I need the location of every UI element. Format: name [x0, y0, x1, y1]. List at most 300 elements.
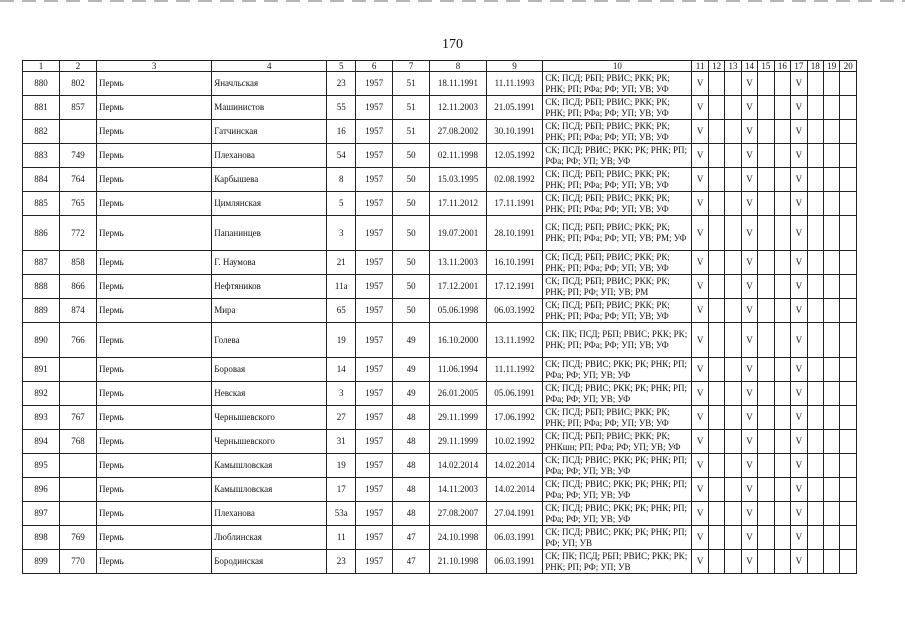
check-mark-cell: [824, 406, 840, 430]
column-header: 12: [708, 61, 724, 72]
date-cell: 13.11.2003: [430, 251, 487, 275]
work-types-cell: СК; ПСД; РВИС; РКК; РК; РНК; РП; РФа; РФ; УП; УВ; УФ: [543, 144, 692, 168]
check-mark-cell: [708, 275, 724, 299]
check-mark-cell: [725, 502, 741, 526]
check-mark-cell: [807, 168, 823, 192]
table-row: [23, 168, 857, 192]
column-header: 18: [807, 61, 823, 72]
check-mark-cell: V: [741, 216, 757, 251]
check-mark-cell: [824, 502, 840, 526]
registry-id-cell: [60, 454, 97, 478]
check-mark-cell: [824, 251, 840, 275]
column-header: 13: [725, 61, 741, 72]
year-cell: 1957: [356, 216, 393, 251]
check-mark-cell: [725, 550, 741, 574]
check-mark-cell: [758, 72, 774, 96]
table-row: [23, 358, 857, 382]
date-cell: 17.11.2012: [430, 192, 487, 216]
check-mark-cell: [807, 526, 823, 550]
work-types-cell: СК; ПСД; РВИС; РКК; РК; РНК; РП; РФа; РФ; УП; УВ; УФ: [543, 454, 692, 478]
year-cell: 1957: [356, 120, 393, 144]
house-number-cell: 19: [327, 323, 356, 358]
value-cell: 50: [393, 168, 430, 192]
city-cell: Пермь: [97, 526, 212, 550]
date-cell: 18.11.1991: [430, 72, 487, 96]
check-mark-cell: [824, 275, 840, 299]
check-mark-cell: V: [741, 72, 757, 96]
check-mark-cell: V: [692, 192, 708, 216]
column-header: 5: [327, 61, 356, 72]
year-cell: 1957: [356, 478, 393, 502]
check-mark-cell: [758, 454, 774, 478]
check-mark-cell: [824, 144, 840, 168]
city-cell: Пермь: [97, 216, 212, 251]
year-cell: 1957: [356, 550, 393, 574]
check-mark-cell: [840, 430, 857, 454]
check-mark-cell: [725, 251, 741, 275]
date-cell: 11.06.1994: [430, 358, 487, 382]
check-mark-cell: [840, 251, 857, 275]
check-mark-cell: [774, 406, 790, 430]
house-number-cell: 54: [327, 144, 356, 168]
date-cell: 02.08.1992: [486, 168, 543, 192]
check-mark-cell: [807, 358, 823, 382]
row-number-cell: 891: [23, 358, 60, 382]
check-mark-cell: [708, 382, 724, 406]
row-number-cell: 883: [23, 144, 60, 168]
city-cell: Пермь: [97, 550, 212, 574]
date-cell: 05.06.1998: [430, 299, 487, 323]
check-mark-cell: [708, 430, 724, 454]
check-mark-cell: V: [692, 526, 708, 550]
check-mark-cell: V: [791, 216, 807, 251]
row-number-cell: 880: [23, 72, 60, 96]
check-mark-cell: V: [791, 358, 807, 382]
year-cell: 1957: [356, 382, 393, 406]
registry-id-cell: [60, 502, 97, 526]
date-cell: 14.02.2014: [486, 454, 543, 478]
check-mark-cell: V: [741, 192, 757, 216]
check-mark-cell: V: [741, 144, 757, 168]
city-cell: Пермь: [97, 406, 212, 430]
check-mark-cell: [708, 299, 724, 323]
check-mark-cell: V: [741, 168, 757, 192]
check-mark-cell: V: [791, 251, 807, 275]
street-cell: Боровая: [212, 358, 327, 382]
date-cell: 02.11.1998: [430, 144, 487, 168]
value-cell: 48: [393, 430, 430, 454]
value-cell: 50: [393, 144, 430, 168]
check-mark-cell: [725, 299, 741, 323]
check-mark-cell: [840, 192, 857, 216]
check-mark-cell: [840, 382, 857, 406]
row-number-cell: 890: [23, 323, 60, 358]
date-cell: 30.10.1991: [486, 120, 543, 144]
check-mark-cell: V: [741, 526, 757, 550]
work-types-cell: СК; ПСД; РБП; РВИС; РКК; РК; РНК; РП; РФа; РФ; УП; УВ; УФ: [543, 120, 692, 144]
check-mark-cell: [840, 454, 857, 478]
row-number-cell: 885: [23, 192, 60, 216]
check-mark-cell: V: [692, 550, 708, 574]
table-row: [23, 382, 857, 406]
city-cell: Пермь: [97, 323, 212, 358]
column-header: 3: [97, 61, 212, 72]
value-cell: 48: [393, 502, 430, 526]
date-cell: 05.06.1991: [486, 382, 543, 406]
check-mark-cell: [824, 192, 840, 216]
registry-id-cell: 767: [60, 406, 97, 430]
date-cell: 24.10.1998: [430, 526, 487, 550]
check-mark-cell: [725, 382, 741, 406]
check-mark-cell: [725, 120, 741, 144]
work-types-cell: СК; ПСД; РБП; РВИС; РКК; РК; РНКшн; РП; РФа; РФ; УП; УВ; УФ: [543, 430, 692, 454]
row-number-cell: 881: [23, 96, 60, 120]
check-mark-cell: [758, 96, 774, 120]
check-mark-cell: [840, 72, 857, 96]
check-mark-cell: [840, 144, 857, 168]
check-mark-cell: [807, 120, 823, 144]
check-mark-cell: [708, 168, 724, 192]
date-cell: 29.11.1999: [430, 430, 487, 454]
check-mark-cell: [758, 358, 774, 382]
column-header: 14: [741, 61, 757, 72]
value-cell: 47: [393, 550, 430, 574]
check-mark-cell: [758, 526, 774, 550]
check-mark-cell: [725, 406, 741, 430]
check-mark-cell: [708, 144, 724, 168]
row-number-cell: 887: [23, 251, 60, 275]
street-cell: Чернышевского: [212, 430, 327, 454]
check-mark-cell: V: [791, 120, 807, 144]
registry-id-cell: 874: [60, 299, 97, 323]
check-mark-cell: V: [741, 382, 757, 406]
registry-id-cell: 769: [60, 526, 97, 550]
check-mark-cell: V: [692, 323, 708, 358]
check-mark-cell: [824, 382, 840, 406]
street-cell: Цимлянская: [212, 192, 327, 216]
year-cell: 1957: [356, 275, 393, 299]
check-mark-cell: [840, 275, 857, 299]
check-mark-cell: [708, 550, 724, 574]
check-mark-cell: [758, 406, 774, 430]
city-cell: Пермь: [97, 72, 212, 96]
check-mark-cell: [725, 192, 741, 216]
check-mark-cell: V: [791, 299, 807, 323]
check-mark-cell: [840, 323, 857, 358]
check-mark-cell: [824, 120, 840, 144]
city-cell: Пермь: [97, 275, 212, 299]
work-types-cell: СК; ПСД; РВИС; РКК; РК; РНК; РП; РФа; РФ; УП; УВ; УФ: [543, 358, 692, 382]
value-cell: 49: [393, 382, 430, 406]
check-mark-cell: [708, 251, 724, 275]
check-mark-cell: [807, 72, 823, 96]
check-mark-cell: [725, 454, 741, 478]
date-cell: 13.11.1992: [486, 323, 543, 358]
check-mark-cell: [840, 216, 857, 251]
street-cell: Плеханова: [212, 502, 327, 526]
value-cell: 49: [393, 323, 430, 358]
check-mark-cell: [708, 358, 724, 382]
check-mark-cell: V: [791, 526, 807, 550]
street-cell: Люблинская: [212, 526, 327, 550]
check-mark-cell: V: [692, 406, 708, 430]
row-number-cell: 886: [23, 216, 60, 251]
table-row: [23, 406, 857, 430]
check-mark-cell: [708, 72, 724, 96]
check-mark-cell: [824, 323, 840, 358]
check-mark-cell: [807, 478, 823, 502]
check-mark-cell: V: [692, 120, 708, 144]
date-cell: 28.10.1991: [486, 216, 543, 251]
table-row: [23, 275, 857, 299]
date-cell: 16.10.1991: [486, 251, 543, 275]
registry-id-cell: [60, 382, 97, 406]
date-cell: 06.03.1991: [486, 526, 543, 550]
check-mark-cell: [708, 216, 724, 251]
column-header: 15: [758, 61, 774, 72]
table-row: [23, 251, 857, 275]
work-types-cell: СК; ПСД; РВИС; РКК; РК; РНК; РП; РФа; РФ; УП; УВ; УФ: [543, 478, 692, 502]
registry-id-cell: 858: [60, 251, 97, 275]
city-cell: Пермь: [97, 502, 212, 526]
check-mark-cell: [758, 144, 774, 168]
check-mark-cell: V: [791, 323, 807, 358]
street-cell: Невская: [212, 382, 327, 406]
row-number-cell: 899: [23, 550, 60, 574]
table-row: [23, 526, 857, 550]
date-cell: 11.11.1992: [486, 358, 543, 382]
street-cell: Яначльская: [212, 72, 327, 96]
table-row: [23, 72, 857, 96]
column-header: 2: [60, 61, 97, 72]
column-header: 19: [824, 61, 840, 72]
street-cell: Нефтяников: [212, 275, 327, 299]
value-cell: 48: [393, 478, 430, 502]
check-mark-cell: [840, 168, 857, 192]
check-mark-cell: [807, 454, 823, 478]
street-cell: Голева: [212, 323, 327, 358]
row-number-cell: 895: [23, 454, 60, 478]
date-cell: 17.06.1992: [486, 406, 543, 430]
work-types-cell: СК; ПСД; РБП; РВИС; РКК; РК; РНК; РП; РФа; РФ; УП; УВ; УФ: [543, 406, 692, 430]
registry-id-cell: 764: [60, 168, 97, 192]
date-cell: 21.10.1998: [430, 550, 487, 574]
check-mark-cell: [725, 323, 741, 358]
work-types-cell: СК; ПСД; РБП; РВИС; РКК; РК; РНК; РП; РФа; РФ; УП; УВ; УФ: [543, 299, 692, 323]
check-mark-cell: [725, 275, 741, 299]
check-mark-cell: [725, 478, 741, 502]
city-cell: Пермь: [97, 120, 212, 144]
check-mark-cell: V: [692, 216, 708, 251]
house-number-cell: 55: [327, 96, 356, 120]
registry-id-cell: 857: [60, 96, 97, 120]
check-mark-cell: [758, 192, 774, 216]
house-number-cell: 21: [327, 251, 356, 275]
check-mark-cell: V: [791, 406, 807, 430]
check-mark-cell: [774, 430, 790, 454]
check-mark-cell: [807, 275, 823, 299]
work-types-cell: СК; ПСД; РБП; РВИС; РКК; РК; РНК; РП; РФа; РФ; УП; УВ; УФ: [543, 96, 692, 120]
date-cell: 16.10.2000: [430, 323, 487, 358]
date-cell: 21.05.1991: [486, 96, 543, 120]
work-types-cell: СК; ПСД; РВИС; РКК; РК; РНК; РП; РФа; РФ; УП; УВ; УФ: [543, 382, 692, 406]
date-cell: 10.02.1992: [486, 430, 543, 454]
check-mark-cell: [824, 96, 840, 120]
house-number-cell: 17: [327, 478, 356, 502]
house-number-cell: 23: [327, 72, 356, 96]
check-mark-cell: V: [791, 275, 807, 299]
value-cell: 50: [393, 251, 430, 275]
work-types-cell: СК; ПСД; РБП; РВИС; РКК; РК; РНК; РП; РФа; РФ; УП; УВ; РМ; УФ: [543, 216, 692, 251]
check-mark-cell: [725, 358, 741, 382]
column-header: 11: [692, 61, 708, 72]
city-cell: Пермь: [97, 144, 212, 168]
year-cell: 1957: [356, 168, 393, 192]
check-mark-cell: [840, 550, 857, 574]
date-cell: 27.04.1991: [486, 502, 543, 526]
check-mark-cell: V: [791, 144, 807, 168]
check-mark-cell: [824, 478, 840, 502]
year-cell: 1957: [356, 454, 393, 478]
check-mark-cell: [840, 526, 857, 550]
check-mark-cell: V: [741, 299, 757, 323]
city-cell: Пермь: [97, 168, 212, 192]
row-number-cell: 898: [23, 526, 60, 550]
check-mark-cell: [758, 382, 774, 406]
year-cell: 1957: [356, 251, 393, 275]
row-number-cell: 882: [23, 120, 60, 144]
column-header: 8: [430, 61, 487, 72]
check-mark-cell: V: [692, 251, 708, 275]
check-mark-cell: V: [692, 72, 708, 96]
city-cell: Пермь: [97, 478, 212, 502]
check-mark-cell: V: [741, 251, 757, 275]
check-mark-cell: V: [741, 430, 757, 454]
street-cell: Чернышевского: [212, 406, 327, 430]
check-mark-cell: V: [741, 502, 757, 526]
check-mark-cell: V: [692, 299, 708, 323]
check-mark-cell: V: [741, 323, 757, 358]
check-mark-cell: [708, 526, 724, 550]
date-cell: 19.07.2001: [430, 216, 487, 251]
check-mark-cell: [840, 358, 857, 382]
check-mark-cell: [824, 550, 840, 574]
column-header: 7: [393, 61, 430, 72]
check-mark-cell: [774, 323, 790, 358]
check-mark-cell: [774, 251, 790, 275]
check-mark-cell: [774, 144, 790, 168]
date-cell: 29.11.1999: [430, 406, 487, 430]
work-types-cell: СК; ПСД; РВИС; РКК; РК; РНК; РП; РФ; УП; УВ: [543, 526, 692, 550]
check-mark-cell: V: [692, 358, 708, 382]
check-mark-cell: V: [741, 358, 757, 382]
registry-id-cell: 802: [60, 72, 97, 96]
column-header: 10: [543, 61, 692, 72]
year-cell: 1957: [356, 323, 393, 358]
check-mark-cell: [774, 168, 790, 192]
check-mark-cell: [758, 168, 774, 192]
check-mark-cell: V: [692, 478, 708, 502]
city-cell: Пермь: [97, 382, 212, 406]
row-number-cell: 893: [23, 406, 60, 430]
check-mark-cell: V: [692, 168, 708, 192]
check-mark-cell: [774, 502, 790, 526]
date-cell: 14.02.2014: [486, 478, 543, 502]
city-cell: Пермь: [97, 454, 212, 478]
city-cell: Пермь: [97, 192, 212, 216]
check-mark-cell: V: [692, 430, 708, 454]
year-cell: 1957: [356, 406, 393, 430]
check-mark-cell: [840, 478, 857, 502]
check-mark-cell: [725, 526, 741, 550]
value-cell: 50: [393, 192, 430, 216]
registry-id-cell: [60, 478, 97, 502]
house-number-cell: 3: [327, 216, 356, 251]
street-cell: Гатчинская: [212, 120, 327, 144]
check-mark-cell: [725, 216, 741, 251]
check-mark-cell: [840, 299, 857, 323]
check-mark-cell: V: [791, 478, 807, 502]
check-mark-cell: [774, 454, 790, 478]
date-cell: 14.02.2014: [430, 454, 487, 478]
street-cell: Плеханова: [212, 144, 327, 168]
check-mark-cell: [807, 430, 823, 454]
street-cell: Бородинская: [212, 550, 327, 574]
date-cell: 15.03.1995: [430, 168, 487, 192]
check-mark-cell: V: [692, 502, 708, 526]
table-row: [23, 299, 857, 323]
check-mark-cell: [725, 144, 741, 168]
year-cell: 1957: [356, 526, 393, 550]
check-mark-cell: [708, 192, 724, 216]
city-cell: Пермь: [97, 430, 212, 454]
check-mark-cell: [708, 323, 724, 358]
check-mark-cell: V: [692, 96, 708, 120]
row-number-cell: 888: [23, 275, 60, 299]
year-cell: 1957: [356, 502, 393, 526]
work-types-cell: СК; ПСД; РВИС; РКК; РК; РНК; РП; РФа; РФ; УП; УВ; УФ: [543, 502, 692, 526]
check-mark-cell: [708, 454, 724, 478]
check-mark-cell: [807, 406, 823, 430]
check-mark-cell: [807, 192, 823, 216]
table-row: [23, 430, 857, 454]
check-mark-cell: [824, 216, 840, 251]
year-cell: 1957: [356, 144, 393, 168]
check-mark-cell: [758, 299, 774, 323]
table-row: [23, 216, 857, 251]
page-number: 170: [442, 37, 463, 52]
column-header: 9: [486, 61, 543, 72]
check-mark-cell: V: [741, 550, 757, 574]
check-mark-cell: V: [692, 144, 708, 168]
check-mark-cell: [774, 382, 790, 406]
year-cell: 1957: [356, 299, 393, 323]
check-mark-cell: [708, 406, 724, 430]
check-mark-cell: [840, 406, 857, 430]
check-mark-cell: [774, 358, 790, 382]
city-cell: Пермь: [97, 299, 212, 323]
check-mark-cell: [758, 430, 774, 454]
check-mark-cell: V: [741, 120, 757, 144]
table-row: [23, 96, 857, 120]
check-mark-cell: [708, 96, 724, 120]
value-cell: 48: [393, 454, 430, 478]
house-number-cell: 3: [327, 382, 356, 406]
check-mark-cell: [807, 382, 823, 406]
year-cell: 1957: [356, 358, 393, 382]
check-mark-cell: [774, 72, 790, 96]
registry-id-cell: 749: [60, 144, 97, 168]
